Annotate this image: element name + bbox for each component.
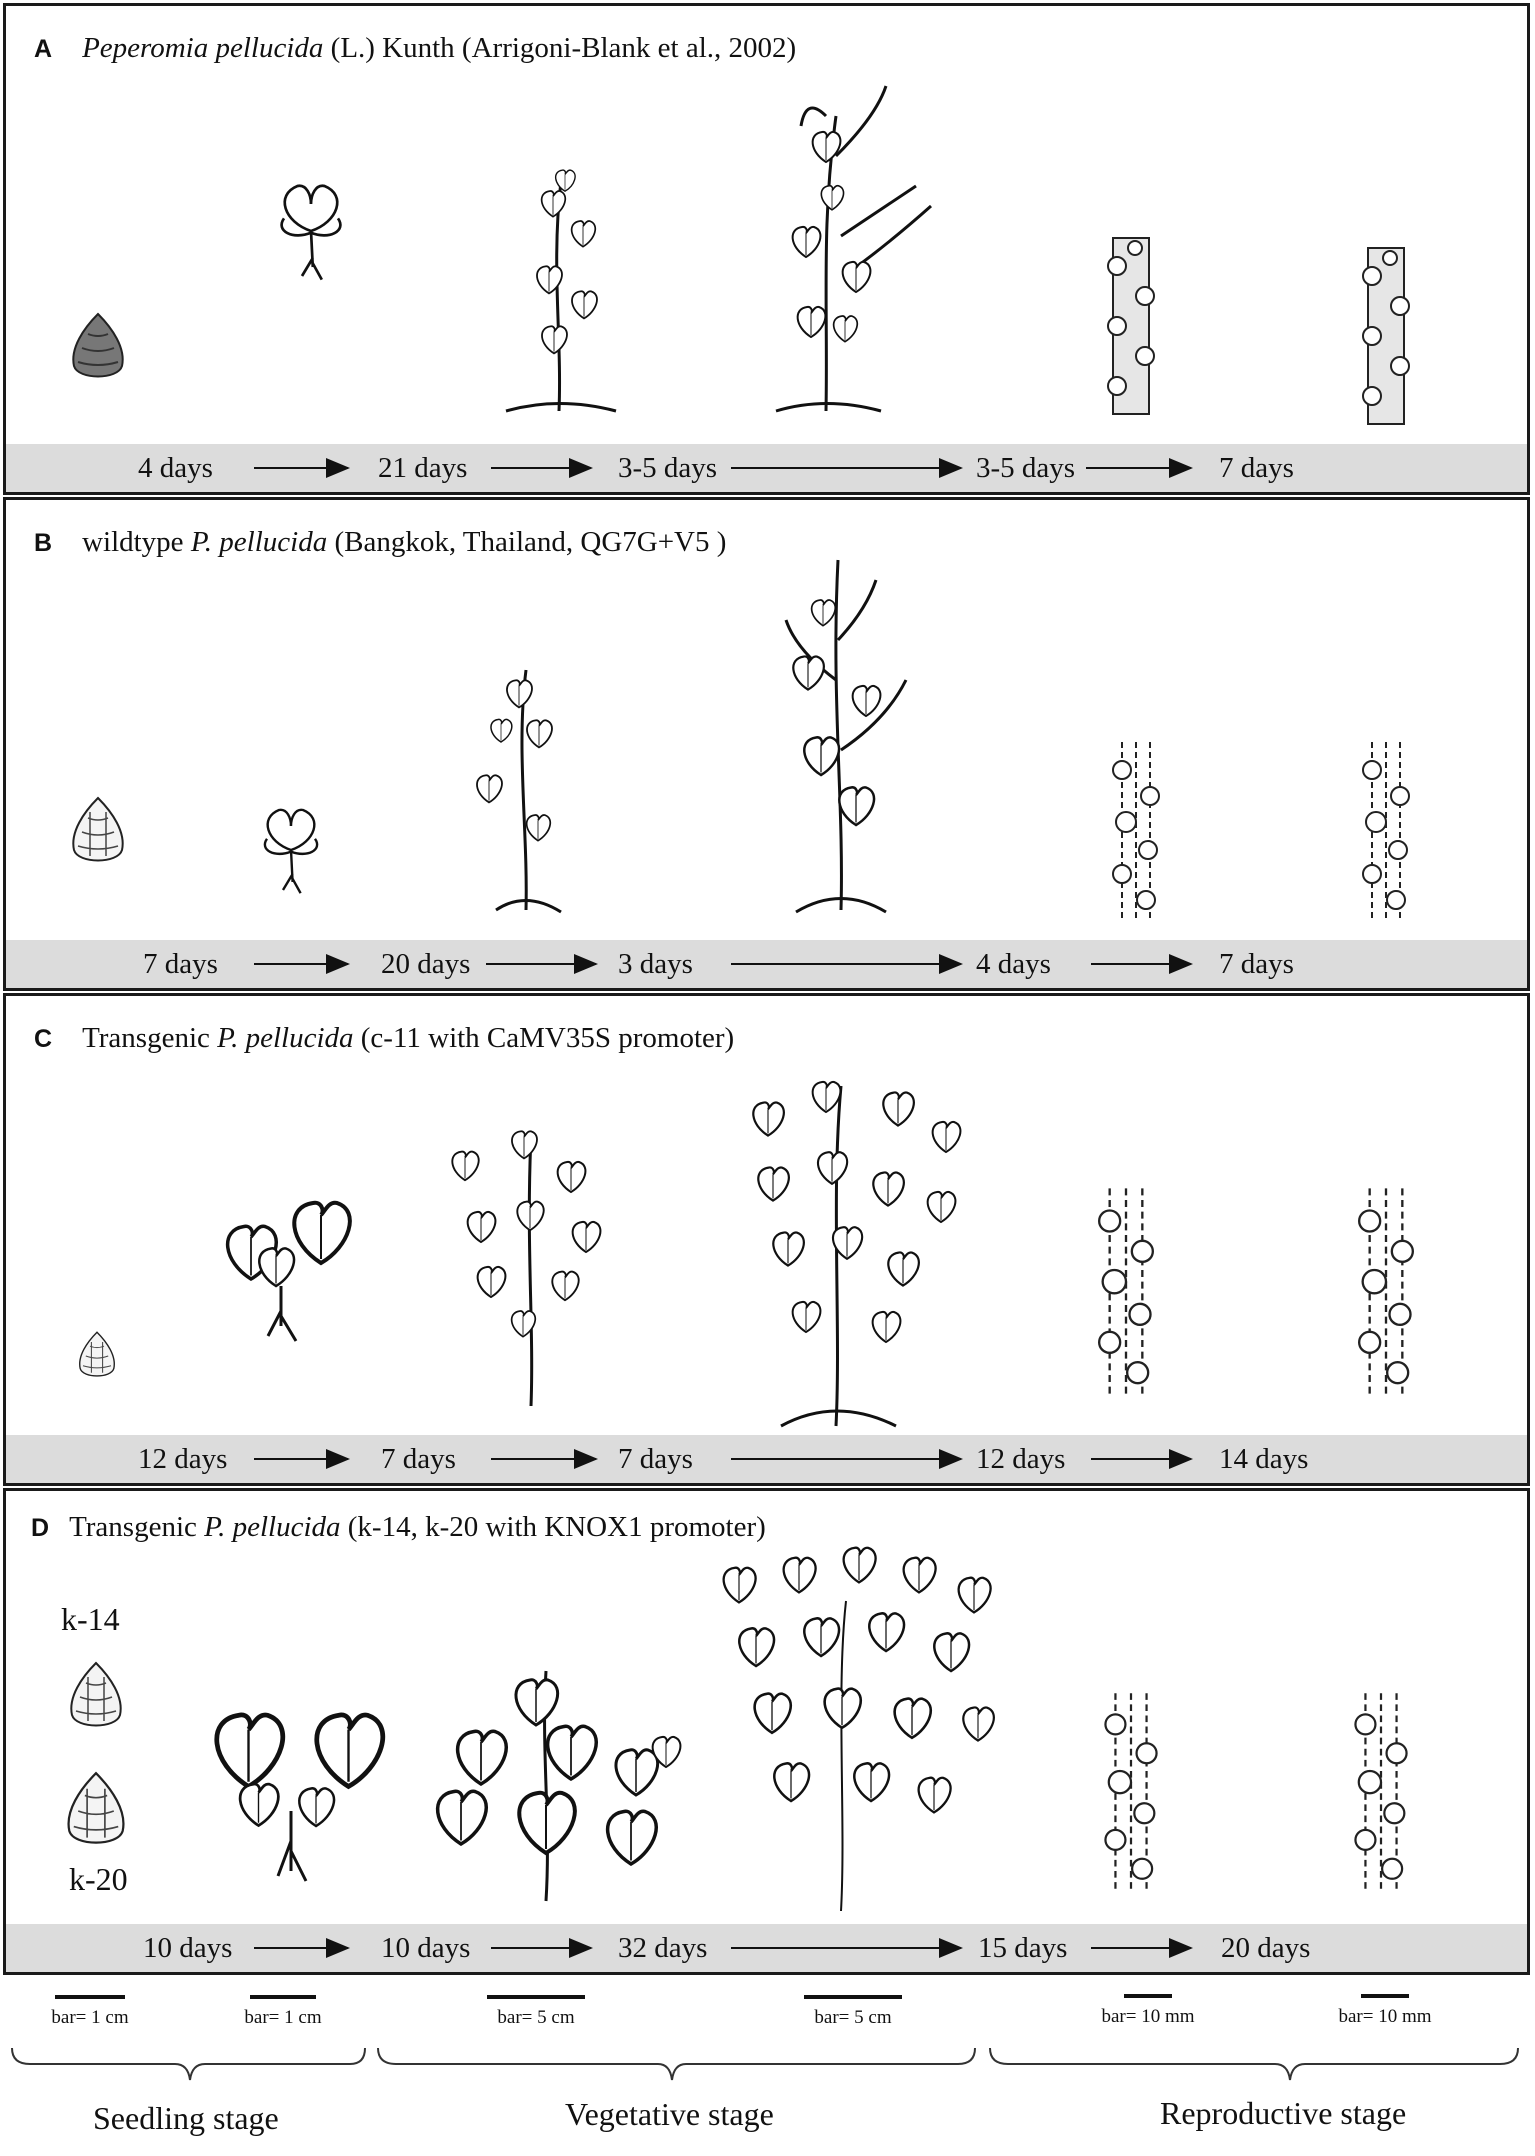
seed-label-k20: k-20: [69, 1861, 128, 1897]
panel-letter: D: [31, 1514, 50, 1542]
panel-c-illustrations: [6, 996, 1533, 1436]
scale-bar: bar= 1 cm: [40, 1995, 140, 2029]
seedling-illustration: [282, 186, 341, 280]
duration-label: 4 days: [976, 948, 1051, 980]
panel-title: A Peperomia pellucida (L.) Kunth (Arrigoni-Blank et al., 2002): [34, 32, 797, 64]
duration-band: [6, 444, 1527, 492]
duration-label: 7 days: [143, 948, 218, 980]
panel-title: D Transgenic P. pellucida (k-14, k-20 with KNOX1 promoter): [31, 1511, 766, 1543]
duration-label: 14 days: [1219, 1443, 1309, 1475]
scale-bar: bar= 1 cm: [233, 1995, 333, 2029]
panel-d: [3, 1488, 1530, 1975]
duration-label: 15 days: [978, 1932, 1068, 1964]
young-plant-illustration: [496, 670, 561, 912]
duration-label: 12 days: [138, 1443, 228, 1475]
duration-label: 4 days: [138, 452, 213, 484]
duration-band: [6, 1435, 1527, 1483]
mature-plant-illustration: [753, 1082, 960, 1426]
fruiting-spike-illustration: [1355, 1693, 1406, 1889]
panel-a-illustrations: [6, 6, 1533, 446]
inflorescence-illustration: [1113, 742, 1159, 918]
species-name: P. pellucida: [217, 1022, 354, 1054]
scale-bar: bar= 10 mm: [1330, 1994, 1440, 2028]
duration-label: 12 days: [976, 1443, 1066, 1475]
panel-letter: B: [34, 529, 53, 557]
seed-label-k14: k-14: [61, 1601, 120, 1637]
panel-c: [3, 993, 1530, 1486]
inflorescence-illustration: [1105, 1693, 1156, 1889]
panel-letter: A: [34, 35, 53, 63]
stage-label-reproductive: Reproductive stage: [1160, 2095, 1407, 2131]
young-plant-illustration: [438, 1671, 681, 1901]
duration-label: 21 days: [378, 452, 468, 484]
duration-label: 10 days: [381, 1932, 471, 1964]
seedling-brace: [12, 2048, 365, 2080]
stage-label-seedling: Seedling stage: [93, 2100, 279, 2136]
duration-label: 7 days: [1219, 948, 1294, 980]
panel-letter: C: [34, 1025, 53, 1053]
scale-bar: bar= 10 mm: [1093, 1994, 1203, 2028]
inflorescence-illustration: [1099, 1188, 1153, 1393]
seedling-illustration: [228, 1203, 350, 1341]
duration-label: 10 days: [143, 1932, 233, 1964]
inflorescence-illustration: [1108, 238, 1154, 414]
vegetative-brace: [378, 2048, 975, 2080]
flowering-plant-illustration: [786, 560, 906, 912]
seed-illustration: [80, 1332, 115, 1376]
species-name: Peperomia pellucida: [82, 32, 324, 64]
duration-label: 7 days: [1219, 452, 1294, 484]
reproductive-brace: [990, 2048, 1518, 2080]
fruiting-spike-illustration: [1363, 248, 1409, 424]
timeline-arrows: [6, 444, 1533, 492]
scale-bar: bar= 5 cm: [486, 1995, 586, 2029]
panel-title: B wildtype P. pellucida (Bangkok, Thailand, QG7G+V5 ): [34, 526, 727, 558]
seed-illustration: [73, 798, 122, 861]
duration-label: 7 days: [381, 1443, 456, 1475]
duration-label: 7 days: [618, 1443, 693, 1475]
scale-bar: bar= 5 cm: [803, 1995, 903, 2029]
duration-label: 20 days: [1221, 1932, 1311, 1964]
seedling-illustration: [265, 810, 317, 893]
panel-title: C Transgenic P. pellucida (c-11 with CaMV35S promoter): [34, 1022, 735, 1054]
panel-b: [3, 497, 1530, 991]
stage-braces: [0, 2040, 1535, 2090]
duration-label: 20 days: [381, 948, 471, 980]
panel-b-illustrations: [6, 500, 1533, 940]
young-plant-illustration: [452, 1131, 600, 1406]
timeline-arrows: [6, 940, 1533, 988]
duration-label: 32 days: [618, 1932, 708, 1964]
duration-band: [6, 1924, 1527, 1972]
fruiting-spike-illustration: [1363, 742, 1409, 918]
duration-label: 3-5 days: [618, 452, 718, 484]
duration-label: 3 days: [618, 948, 693, 980]
seedling-illustration: [217, 1715, 383, 1881]
panel-a: [3, 3, 1530, 495]
panel-d-illustrations: [6, 1491, 1533, 1931]
species-name: P. pellucida: [204, 1511, 341, 1543]
young-plant-illustration: [506, 181, 616, 411]
fruiting-spike-illustration: [1359, 1188, 1413, 1393]
species-name: P. pellucida: [190, 526, 328, 558]
seed-illustration: [73, 314, 122, 377]
duration-band: [6, 940, 1527, 988]
stage-label-vegetative: Vegetative stage: [565, 2096, 774, 2132]
duration-label: 3-5 days: [976, 452, 1076, 484]
mature-plant-illustration: [724, 1548, 994, 1911]
seed-k20-illustration: [69, 1773, 124, 1842]
seed-k14-illustration: [71, 1663, 120, 1726]
